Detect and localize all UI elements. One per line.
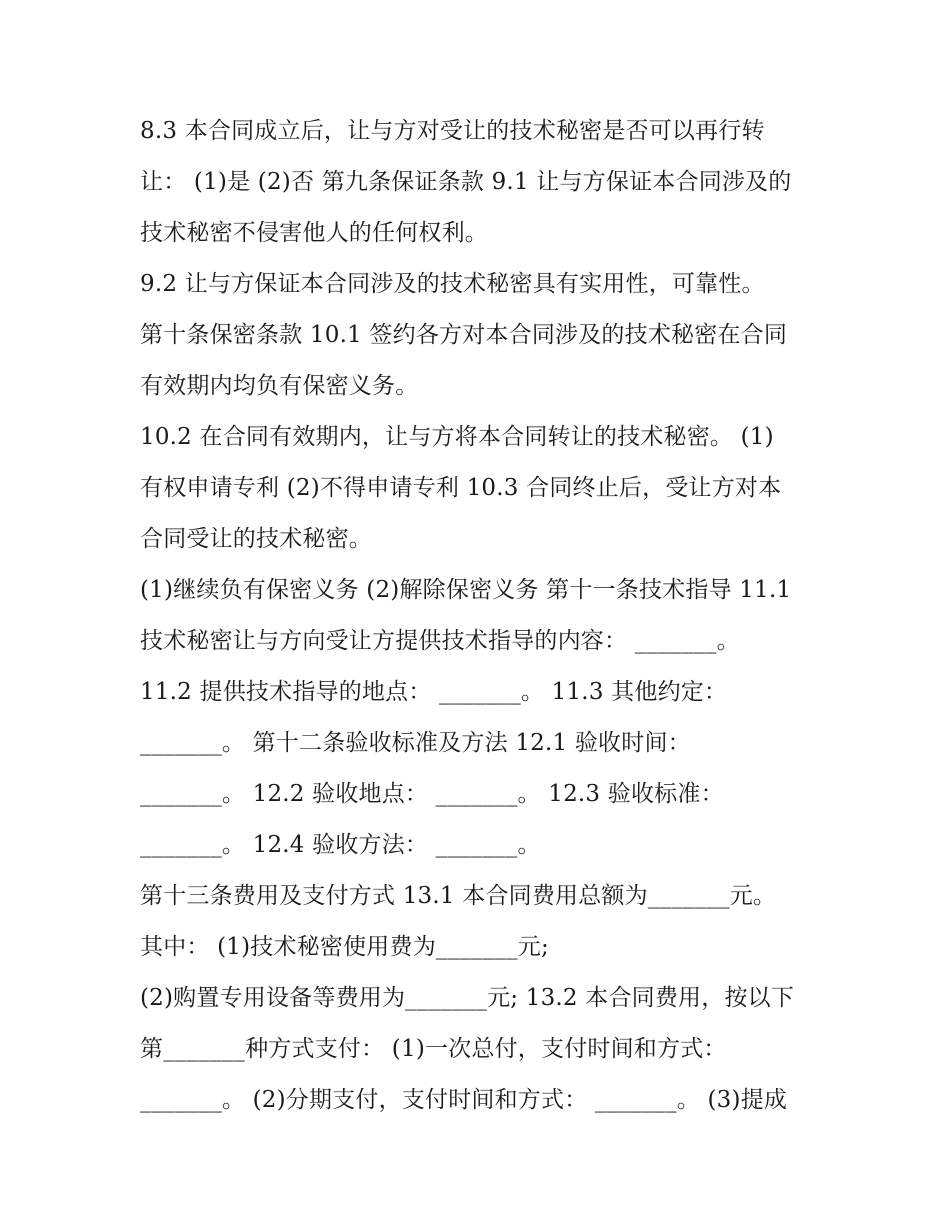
text-line: 有权申请专利 (2)不得申请专利 10.3 合同终止后，受让方对本 <box>140 475 782 501</box>
text-line: 11.2 提供技术指导的地点： _______。 11.3 其他约定： <box>140 679 728 705</box>
text-line: (2)购置专用设备等费用为_______元; 13.2 本合同费用，按以下 <box>140 985 795 1011</box>
text-line: (1)继续负有保密义务 (2)解除保密义务 第十一条技术指导 11.1 <box>140 577 792 603</box>
text-line: 技术秘密让与方向受让方提供技术指导的内容： _______。 <box>140 628 740 654</box>
text-line: 其中： (1)技术秘密使用费为_______元; <box>140 934 549 960</box>
text-line: 9.2 让与方保证本合同涉及的技术秘密具有实用性，可靠性。 <box>140 271 765 297</box>
contract-text-body <box>140 106 820 1126</box>
text-line: _______。 第十二条验收标准及方法 12.1 验收时间： <box>140 730 691 756</box>
text-line: 技术秘密不侵害他人的任何权利。 <box>140 220 488 246</box>
text-line: 10.2 在合同有效期内，让与方将本合同转让的技术秘密。 (1) <box>140 424 774 450</box>
text-line: 有效期内均负有保密义务。 <box>140 373 419 399</box>
text-line: 第十条保密条款 10.1 签约各方对本合同涉及的技术秘密在合同 <box>140 322 788 348</box>
text-line: 8.3 本合同成立后，让与方对受让的技术秘密是否可以再行转 <box>140 118 765 144</box>
text-line: _______。 12.4 验收方法： _______。 <box>140 832 541 858</box>
text-line: 第_______种方式支付： (1)一次总付，支付时间和方式： <box>140 1036 727 1062</box>
text-line: 合同受让的技术秘密。 <box>140 526 372 552</box>
text-line: 第十三条费用及支付方式 13.1 本合同费用总额为_______元。 <box>140 883 777 909</box>
text-line: _______。 (2)分期支付，支付时间和方式： _______。 (3)提成 <box>140 1087 788 1113</box>
text-line: 让： (1)是 (2)否 第九条保证条款 9.1 让与方保证本合同涉及的 <box>140 169 792 195</box>
text-line: _______。 12.2 验收地点： _______。 12.3 验收标准： <box>140 781 724 807</box>
